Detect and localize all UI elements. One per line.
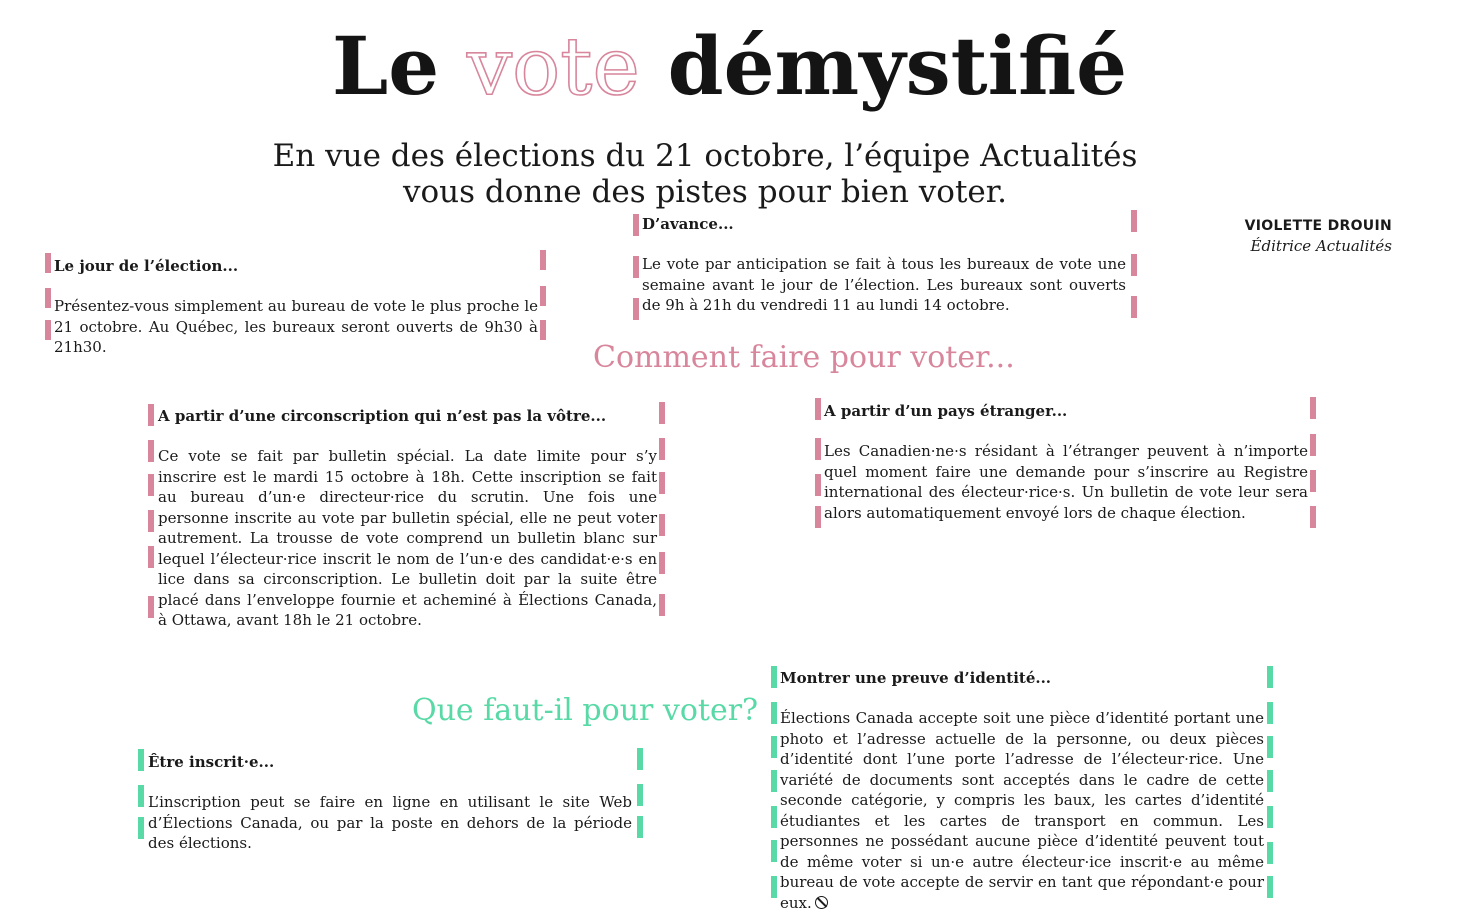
subtitle-line2: vous donne des pistes pour bien voter.: [402, 174, 1008, 210]
bracket-mark: [1267, 876, 1273, 898]
bracket-mark: [540, 320, 546, 340]
bracket-mark: [771, 770, 777, 792]
bracket-mark: [1310, 434, 1316, 456]
bracket-mark: [540, 250, 546, 270]
bracket-mark: [815, 398, 821, 420]
bracket-mark: [815, 438, 821, 460]
bracket-mark: [1131, 254, 1137, 276]
card-heading: D’avance...: [642, 215, 734, 233]
bracket-mark: [1310, 470, 1316, 492]
bracket-mark: [633, 298, 639, 320]
card-avance: [642, 214, 1126, 316]
card-heading: Montrer une preuve d’identité...: [780, 669, 1052, 687]
subtitle-line1: En vue des élections du 21 octobre, l’équipe Actualités: [272, 138, 1138, 174]
bracket-mark: [1267, 736, 1273, 758]
bracket-mark: [148, 510, 154, 532]
title-part2: démystifié: [639, 19, 1128, 113]
card-heading: A partir d’un pays étranger...: [824, 402, 1068, 420]
bracket-mark: [148, 440, 154, 462]
bracket-mark: [138, 817, 144, 839]
bracket-mark: [633, 256, 639, 278]
section-heading-que: Que faut-il pour voter?: [412, 693, 759, 728]
card-etranger: [824, 401, 1308, 523]
bracket-mark: [633, 214, 639, 236]
section-heading-comment: Comment faire pour voter...: [593, 340, 1015, 375]
card-body: Ce vote se fait par bulletin spécial. La date limite pour s’y inscrire est le mardi 15 octobre à 18h. Cette inscription se fait au bureau d’un·e directeur·rice du scrutin. Une fois une personne inscrite au vote par bulletin spécial, elle ne peut voter autrement. La trousse de vote comprend un bulletin blanc sur lequel l’électeur·rice inscrit le nom de l’un·e des candidat·e·s en lice dans sa circonscription. Le bulletin doit par la suite être placé dans l’enveloppe fournie et acheminé à Élections Canada, à Ottawa, avant 18h le 21 octobre.: [158, 447, 657, 629]
bracket-mark: [637, 748, 643, 770]
bracket-mark: [637, 816, 643, 838]
card-body: Le vote par anticipation se fait à tous les bureaux de vote une semaine avant le jour de l’élection. Les bureaux sont ouverts de 9h à 21h du vendredi 11 au lundi 14 octobre.: [642, 255, 1126, 314]
bracket-mark: [771, 666, 777, 688]
bracket-mark: [45, 253, 51, 273]
bracket-mark: [637, 784, 643, 806]
card-body: Les Canadien·ne·s résidant à l’étranger peuvent à n’importe quel moment faire une demande pour s’inscrire au Registre international des électeur·rice·s. Un bulletin de vote leur sera alors automatiquement envoyé lors de chaque élection.: [824, 442, 1308, 522]
bracket-mark: [771, 806, 777, 828]
bracket-mark: [138, 749, 144, 771]
bracket-mark: [148, 546, 154, 568]
bracket-mark: [1267, 702, 1273, 724]
bracket-mark: [1267, 770, 1273, 792]
author-name: VIOLETTE DROUIN: [1244, 218, 1392, 234]
bracket-mark: [771, 840, 777, 862]
bracket-mark: [659, 552, 665, 574]
card-body: Présentez-vous simplement au bureau de vote le plus proche le 21 octobre. Au Québec, les bureaux seront ouverts de 9h30 à 21h30.: [54, 297, 538, 356]
bracket-mark: [771, 736, 777, 758]
bracket-mark: [659, 594, 665, 616]
bracket-mark: [659, 438, 665, 460]
subtitle: [0, 138, 1410, 210]
no-entry-icon: [815, 896, 828, 909]
bracket-mark: [148, 596, 154, 618]
bracket-mark: [148, 474, 154, 496]
bracket-mark: [45, 320, 51, 340]
bracket-mark: [1267, 666, 1273, 688]
bracket-mark: [771, 702, 777, 724]
bracket-mark: [1310, 397, 1316, 419]
card-heading: A partir d’une circonscription qui n’est pas la vôtre...: [158, 407, 607, 425]
bracket-mark: [1131, 210, 1137, 232]
card-circonscription: [158, 406, 657, 631]
author-role: Éditrice Actualités: [1250, 237, 1392, 255]
bracket-mark: [659, 514, 665, 536]
bracket-mark: [659, 402, 665, 424]
bracket-mark: [148, 404, 154, 426]
title-part1: Le: [331, 19, 467, 113]
bracket-mark: [815, 506, 821, 528]
card-heading: Être inscrit·e...: [148, 753, 275, 771]
bracket-mark: [1131, 296, 1137, 318]
bracket-mark: [815, 474, 821, 496]
bracket-mark: [45, 288, 51, 308]
bracket-mark: [659, 472, 665, 494]
bracket-mark: [138, 785, 144, 807]
card-inscrit: [148, 752, 632, 854]
bracket-mark: [771, 876, 777, 898]
card-heading: Le jour de l’élection...: [54, 257, 239, 275]
title-highlight: vote: [466, 20, 640, 113]
card-body: L’inscription peut se faire en ligne en utilisant le site Web d’Élections Canada, ou par la poste en dehors de la période des élections.: [148, 793, 632, 852]
bracket-mark: [1267, 806, 1273, 828]
card-jour: [54, 256, 538, 358]
card-body-text: Élections Canada accepte soit une pièce d’identité portant une photo et l’adresse actuelle de la personne, ou deux pièces d’identité dont l’une porte l’adresse de l’électeur·rice. Une variété de documents sont acceptés dans le cadre de cette seconde catégorie, y compris les baux, les cartes d’identité étudiantes et les cartes de transport en commun. Les personnes ne possédant aucune pièce d’identité peuvent tout de même voter si un·e autre électeur·ice inscrit·e au même bureau de vote accepte de servir en tant que répondant·e pour eux.: [780, 709, 1264, 912]
bracket-mark: [1310, 506, 1316, 528]
bracket-mark: [540, 286, 546, 306]
card-body: [780, 708, 1264, 913]
bracket-mark: [1267, 842, 1273, 864]
card-preuve: [780, 668, 1264, 913]
page-title: [0, 18, 1459, 115]
author-credit: [1245, 216, 1392, 256]
